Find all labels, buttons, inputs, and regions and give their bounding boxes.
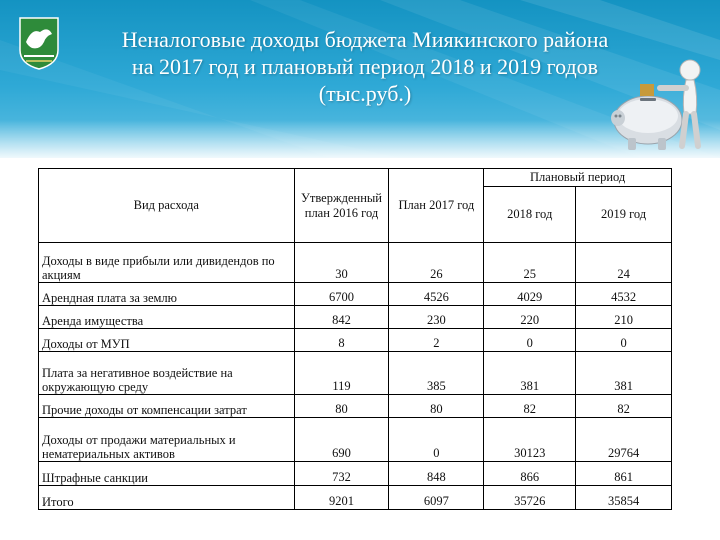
cell-2016: 9201 (294, 486, 389, 510)
cell-2016: 842 (294, 306, 389, 329)
cell-2017: 2 (389, 329, 484, 352)
cell-2017: 0 (389, 418, 484, 462)
budget-table (38, 168, 672, 510)
table-row (39, 329, 672, 352)
cell-2016: 6700 (294, 283, 389, 306)
slide-title (70, 26, 660, 107)
cell-2019: 35854 (576, 486, 672, 510)
cell-2017: 230 (389, 306, 484, 329)
cell-2019: 210 (576, 306, 672, 329)
header-planned-period: Плановый период (484, 169, 672, 187)
cell-2019: 0 (576, 329, 672, 352)
header-type: Вид расхода (39, 169, 295, 243)
table-row (39, 352, 672, 395)
cell-2016: 80 (294, 395, 389, 418)
header-approved-2016: Утвержденный план 2016 год (294, 169, 389, 243)
cell-2017: 80 (389, 395, 484, 418)
table-row (39, 283, 672, 306)
cell-2019: 82 (576, 395, 672, 418)
table-row (39, 243, 672, 283)
cell-2016: 119 (294, 352, 389, 395)
row-label: Прочие доходы от компенсации затрат (39, 395, 295, 418)
row-label: Аренда имущества (39, 306, 295, 329)
cell-2018: 25 (484, 243, 576, 283)
row-label: Доходы от МУП (39, 329, 295, 352)
cell-2018: 4029 (484, 283, 576, 306)
row-label: Арендная плата за землю (39, 283, 295, 306)
cell-2018: 381 (484, 352, 576, 395)
row-label: Штрафные санкции (39, 462, 295, 486)
piggy-bank-figure-icon (606, 56, 710, 156)
title-line-2: на 2017 год и плановый период 2018 и 2019 годов (131, 54, 599, 79)
cell-2016: 690 (294, 418, 389, 462)
cell-2017: 848 (389, 462, 484, 486)
title-line-1: Неналоговые доходы бюджета Миякинского района (121, 27, 609, 52)
title-line-3: (тыс.руб.) (318, 81, 412, 106)
cell-2016: 30 (294, 243, 389, 283)
row-label: Доходы в виде прибыли или дивидендов по акциям (39, 243, 295, 283)
cell-2017: 6097 (389, 486, 484, 510)
table-row (39, 418, 672, 462)
header-2018: 2018 год (484, 187, 576, 243)
table-row (39, 462, 672, 486)
cell-2017: 4526 (389, 283, 484, 306)
cell-2019: 381 (576, 352, 672, 395)
header-plan-2017: План 2017 год (389, 169, 484, 243)
header-2019: 2019 год (576, 187, 672, 243)
cell-2018: 0 (484, 329, 576, 352)
cell-2017: 26 (389, 243, 484, 283)
cell-2019: 4532 (576, 283, 672, 306)
row-label: Доходы от продажи материальных и нематериальных активов (39, 418, 295, 462)
table-row (39, 306, 672, 329)
cell-2016: 8 (294, 329, 389, 352)
cell-2018: 82 (484, 395, 576, 418)
cell-2018: 866 (484, 462, 576, 486)
row-label: Итого (39, 486, 295, 510)
cell-2017: 385 (389, 352, 484, 395)
table-row (39, 395, 672, 418)
cell-2018: 30123 (484, 418, 576, 462)
district-emblem-icon (18, 16, 60, 70)
cell-2016: 732 (294, 462, 389, 486)
cell-2019: 861 (576, 462, 672, 486)
table-row-total (39, 486, 672, 510)
cell-2018: 35726 (484, 486, 576, 510)
cell-2018: 220 (484, 306, 576, 329)
row-label: Плата за негативное воздействие на окружающую среду (39, 352, 295, 395)
cell-2019: 24 (576, 243, 672, 283)
cell-2019: 29764 (576, 418, 672, 462)
